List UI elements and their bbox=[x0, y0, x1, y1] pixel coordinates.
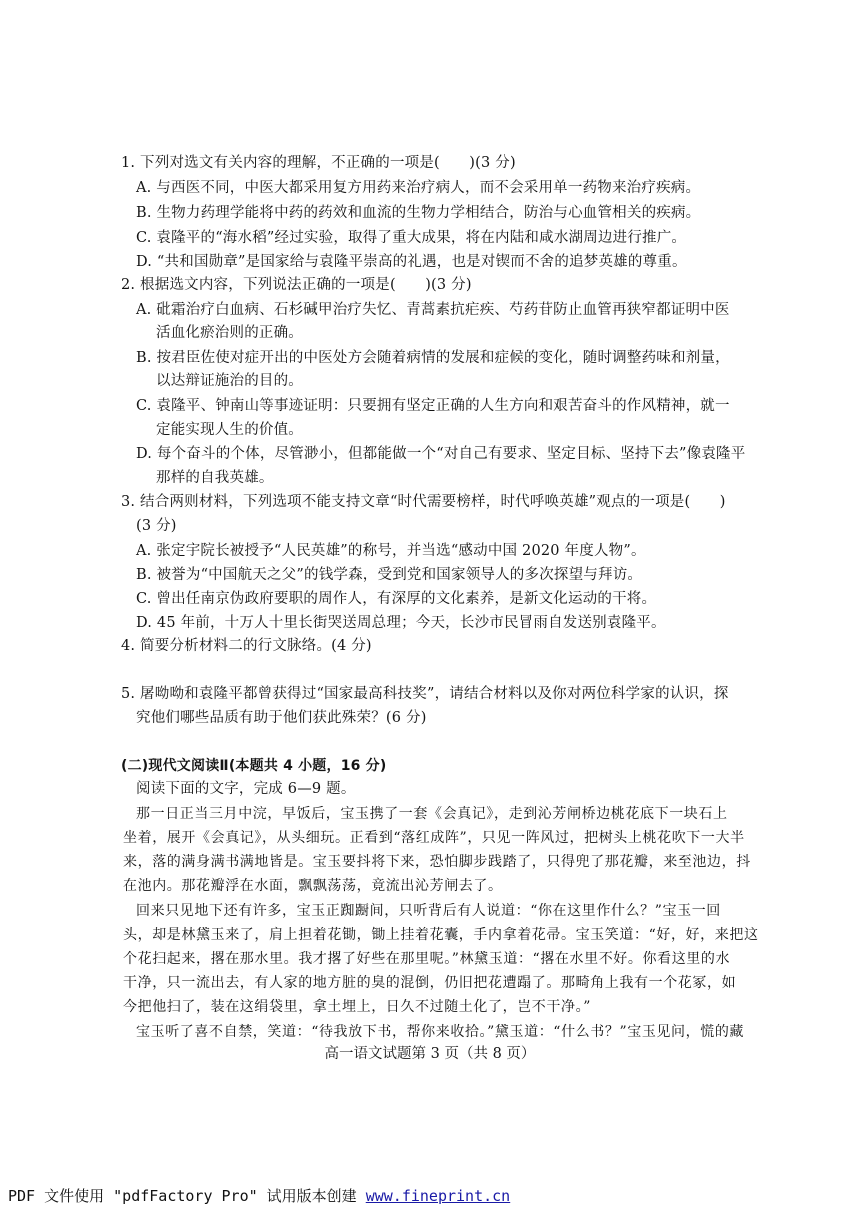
question-2-option-b-cont: 以达辩证施治的目的。 bbox=[156, 373, 303, 389]
passage-line: 干净，只一流出去，有人家的地方脏的臭的混倒，仍旧把花遭蹋了。那畸角上我有一个花冢，如 bbox=[123, 975, 737, 991]
passage-line: 来，落的满身满书满地皆是。宝玉要抖将下来，恐怕脚步践踏了，只得兜了那花瓣，来至池边，抖 bbox=[123, 854, 751, 870]
passage-line: 个花扫起来，撂在那水里。我才撂了好些在那里呢。”林黛玉道：“撂在水里不好。你看这里的水 bbox=[123, 951, 731, 967]
question-2-option-c: C. 袁隆平、钟南山等事迹证明：只要拥有坚定正确的人生方向和艰苦奋斗的作风精神，就一 bbox=[136, 398, 730, 414]
question-5-line-1: 5. 屠呦呦和袁隆平都曾获得过“国家最高科技奖”，请结合材料以及你对两位科学家的认识，探 bbox=[121, 686, 729, 702]
question-3-option-c: C. 曾出任南京伪政府要职的周作人，有深厚的文化素养，是新文化运动的干将。 bbox=[136, 591, 657, 607]
passage-line: 坐着，展开《会真记》，从头细玩。正看到“落红成阵”，只见一阵风过，把树头上桃花吹下一大半 bbox=[123, 830, 745, 846]
watermark-link[interactable]: www.fineprint.cn bbox=[365, 1187, 511, 1205]
question-2-option-d: D. 每个奋斗的个体，尽管渺小，但都能做一个“对自己有要求、坚定目标、坚持下去”像袁隆平 bbox=[136, 446, 746, 462]
question-2-option-c-cont: 定能实现人生的价值。 bbox=[156, 422, 303, 438]
question-1-option-a: A. 与西医不同，中医大都采用复方用药来治疗病人，而不会采用单一药物来治疗疾病。 bbox=[136, 180, 701, 196]
passage-line: 头，却是林黛玉来了，肩上担着花锄，锄上挂着花囊，手内拿着花帚。宝玉笑道：“好，好，来把这 bbox=[123, 927, 759, 943]
question-2-option-a-cont: 活血化瘀治则的正确。 bbox=[156, 325, 303, 341]
question-2-option-d-cont: 那样的自我英雄。 bbox=[156, 470, 274, 486]
question-3-option-a: A. 张定宇院长被授予“人民英雄”的称号，并当选“感动中国 2020 年度人物”。 bbox=[136, 543, 646, 559]
page-footer: 高一语文试题第 3 页（共 8 页） bbox=[324, 1046, 536, 1062]
pdf-watermark bbox=[8, 1185, 510, 1207]
question-1-option-b: B. 生物力药理学能将中药的药效和血流的生物力学相结合，防治与心血管相关的疾病。 bbox=[136, 205, 701, 221]
passage-line: 那一日正当三月中浣，早饭后，宝玉携了一套《会真记》，走到沁芳闸桥边桃花底下一块石上 bbox=[136, 806, 728, 822]
question-3-option-b: B. 被誉为“中国航天之父”的钱学森，受到党和国家领导人的多次探望与拜访。 bbox=[136, 567, 643, 583]
question-5-line-2: 究他们哪些品质有助于他们获此殊荣？(6 分) bbox=[136, 710, 427, 726]
question-3-option-d: D. 45 年前，十万人十里长街哭送周总理；今天，长沙市民冒雨自发送别袁隆平。 bbox=[136, 615, 666, 631]
passage-line: 回来只见地下还有许多，宝玉正踟蹰间，只听背后有人说道：“你在这里作什么？”宝玉一回 bbox=[136, 903, 721, 919]
section-heading: (二)现代文阅读Ⅱ(本题共 4 小题，16 分) bbox=[121, 758, 387, 774]
question-3-stem: 3. 结合两则材料，下列选项不能支持文章“时代需要榜样，时代呼唤英雄”观点的一项是( ) bbox=[121, 494, 726, 510]
question-2-stem: 2. 根据选文内容，下列说法正确的一项是( )(3 分) bbox=[121, 277, 472, 293]
question-2-option-a: A. 砒霜治疗白血病、石杉碱甲治疗失忆、青蒿素抗疟疾、芍药苷防止血管再狭窄都证明中医 bbox=[136, 302, 730, 318]
question-3-score: (3 分) bbox=[136, 518, 177, 534]
passage-line: 在池内。那花瓣浮在水面，飘飘荡荡，竟流出沁芳闸去了。 bbox=[123, 878, 503, 894]
question-1-option-d: D. “共和国勋章”是国家给与袁隆平崇高的礼遇，也是对锲而不舍的追梦英雄的尊重。 bbox=[136, 254, 687, 270]
question-2-option-b: B. 按君臣佐使对症开出的中医处方会随着病情的发展和症候的变化，随时调整药味和剂量， bbox=[136, 350, 730, 366]
passage-line: 今把他扫了，装在这绢袋里，拿土埋上，日久不过随土化了，岂不干净。” bbox=[123, 999, 591, 1015]
question-4: 4. 简要分析材料二的行文脉络。(4 分) bbox=[121, 638, 372, 654]
section-instruction: 阅读下面的文字，完成 6—9 题。 bbox=[136, 781, 356, 797]
question-1-option-c: C. 袁隆平的“海水稻”经过实验，取得了重大成果，将在内陆和咸水湖周边进行推广。 bbox=[136, 230, 687, 246]
passage-line: 宝玉听了喜不自禁，笑道：“待我放下书，帮你来收拾。”黛玉道：“什么书？”宝玉见问，慌的藏 bbox=[136, 1024, 745, 1040]
watermark-text: PDF 文件使用 "pdfFactory Pro" 试用版本创建 bbox=[8, 1187, 366, 1205]
question-1-stem: 1. 下列对选文有关内容的理解，不正确的一项是( )(3 分) bbox=[121, 155, 516, 171]
